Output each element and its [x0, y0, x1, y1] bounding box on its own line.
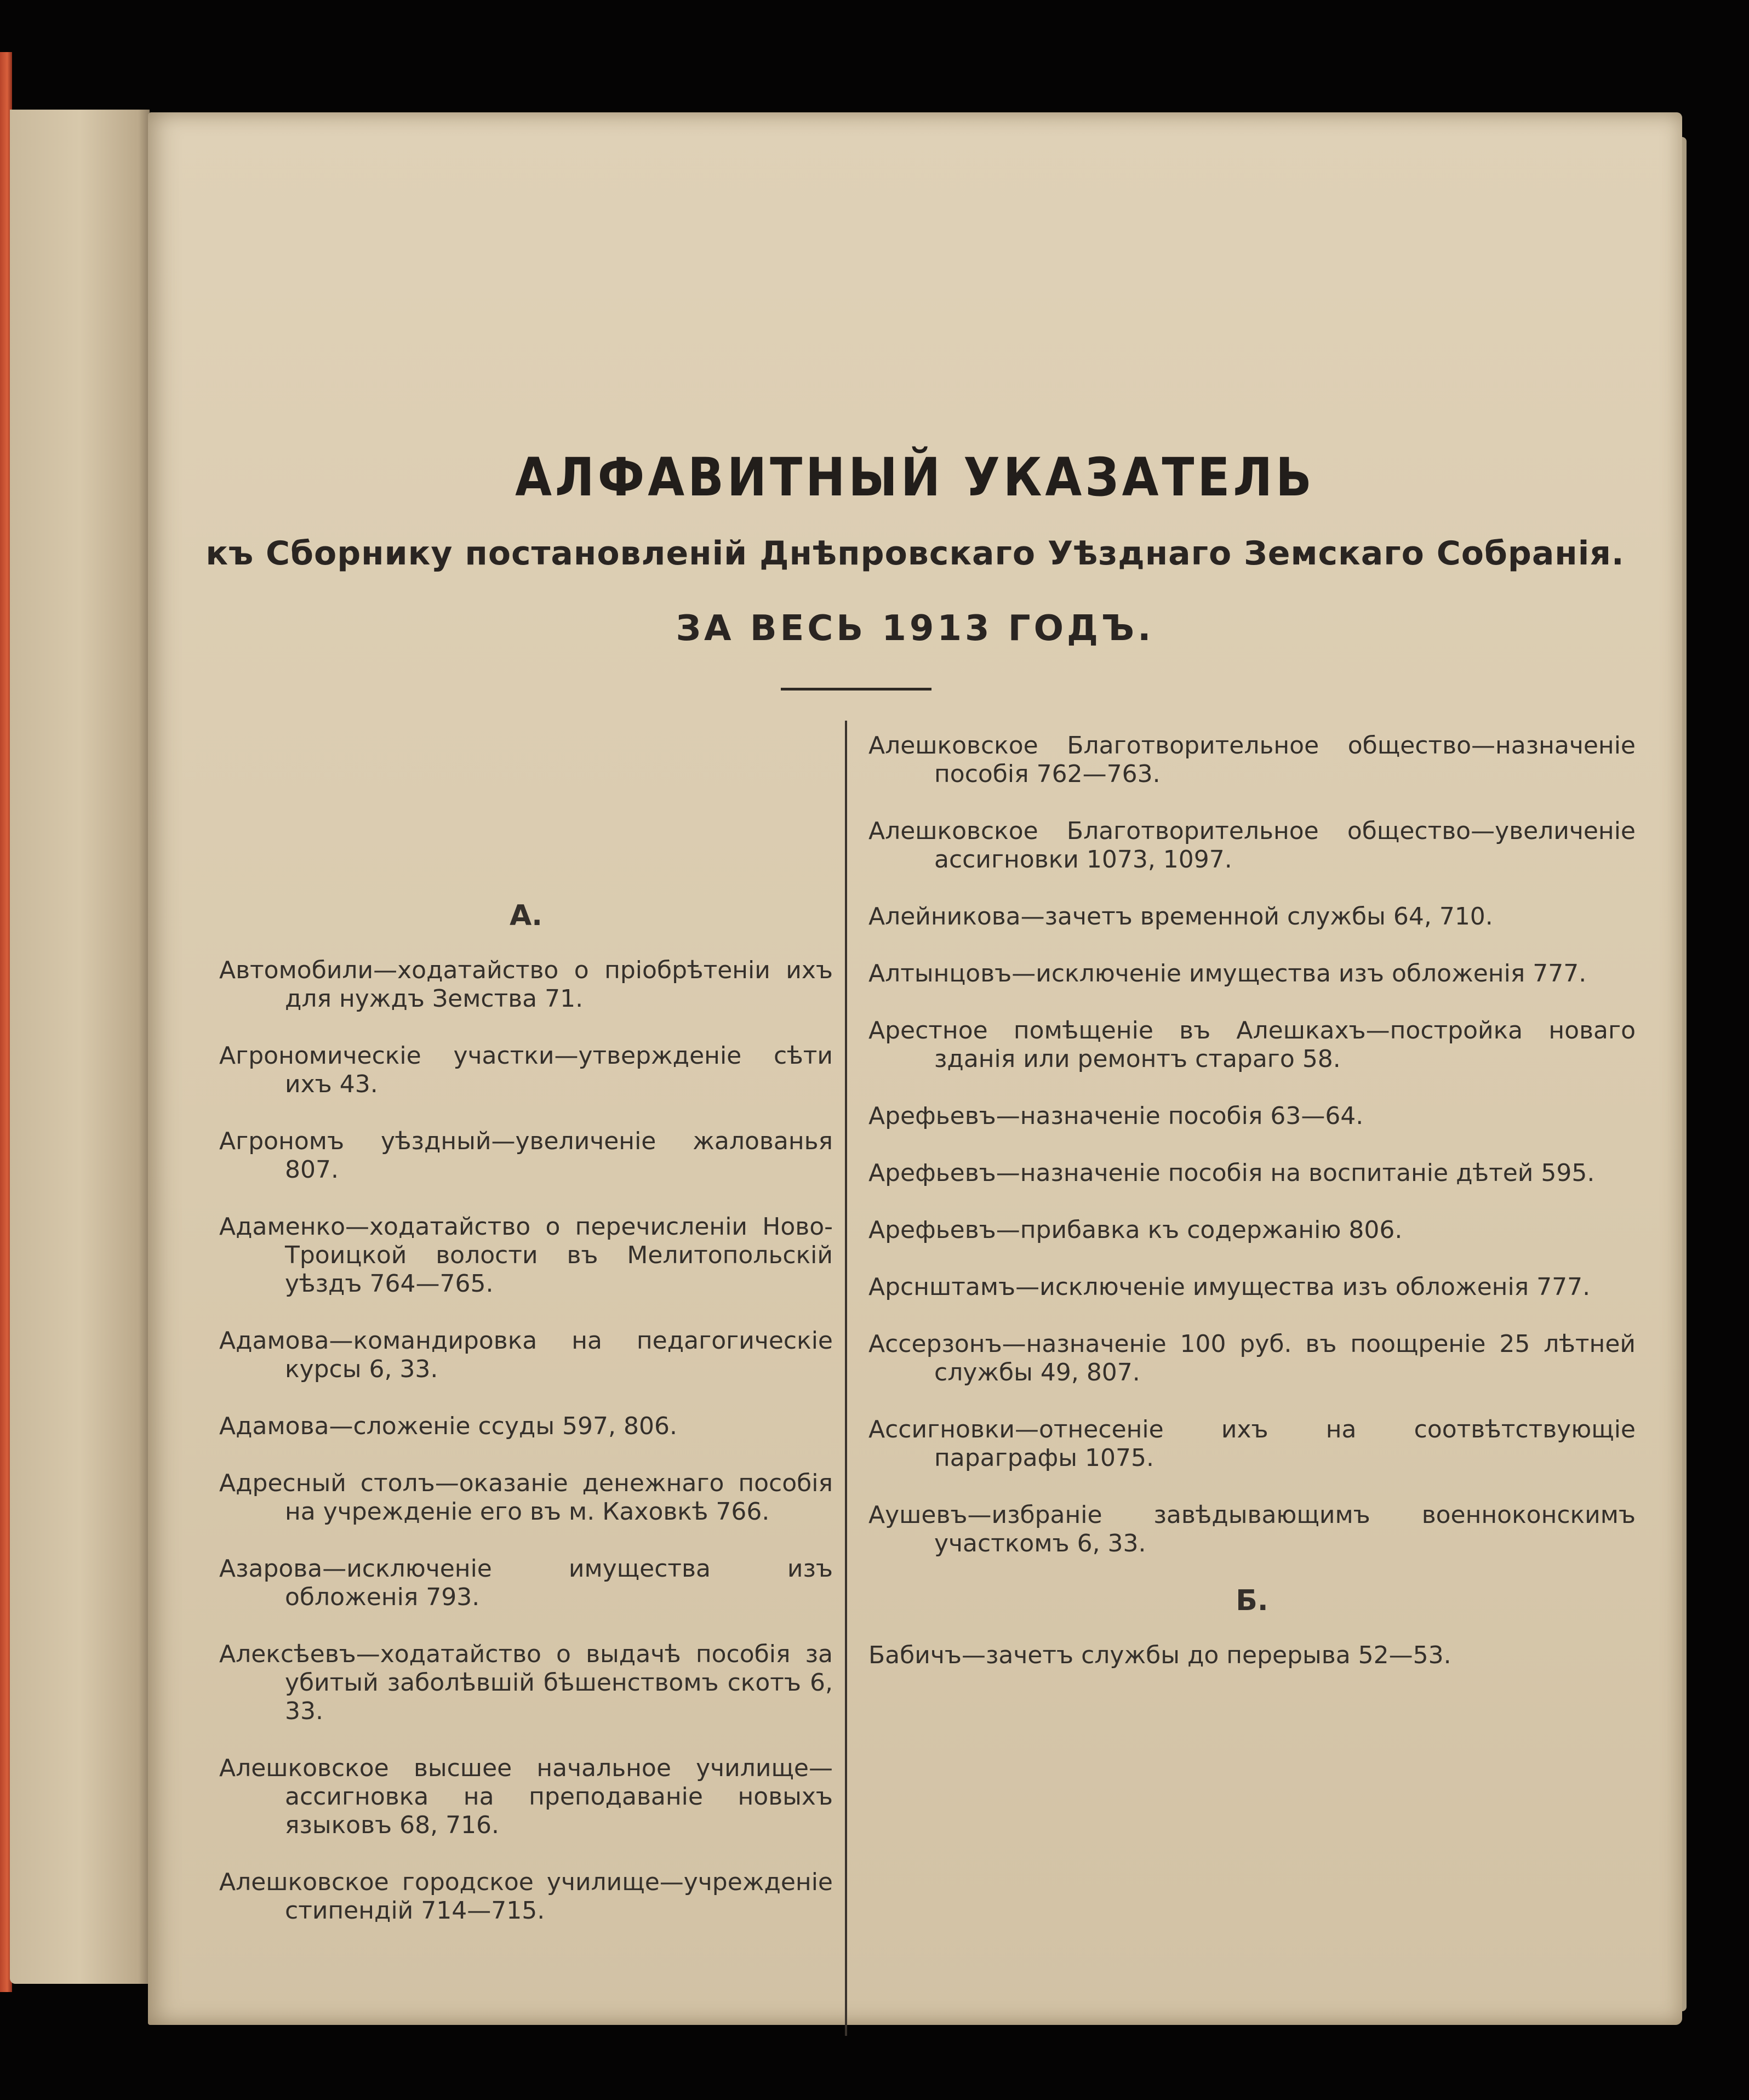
- section-letter-b: Б.: [1236, 1584, 1268, 1617]
- document-title: АЛФАВИТНЫЙ УКАЗАТЕЛЬ: [515, 447, 1315, 508]
- index-entry: Алешковское Благотворительное общество—назначеніе пособія 762—763.: [868, 732, 1636, 788]
- index-entry: Бабичъ—зачетъ службы до перерыва 52—53.: [868, 1641, 1451, 1669]
- index-entry: Арефьевъ—назначеніе пособія на воспитаніе дѣтей 595.: [868, 1159, 1595, 1187]
- document-year: ЗА ВЕСЬ 1913 ГОДЪ.: [676, 608, 1154, 649]
- index-entry: Аушевъ—избраніе завѣдывающимъ военноконскимъ участкомъ 6, 33.: [868, 1501, 1636, 1557]
- index-entry: Арефьевъ—назначеніе пособія 63—64.: [868, 1102, 1364, 1130]
- index-entry: Азарова—исключеніе имущества изъ обложенія 793.: [219, 1555, 833, 1611]
- index-entry: Автомобили—ходатайство о пріобрѣтеніи ихъ для нуждъ Земства 71.: [219, 956, 833, 1013]
- index-entry: Адресный столъ—оказаніе денежнаго пособія на учрежденіе его въ м. Каховкѣ 766.: [219, 1469, 833, 1526]
- index-entry: Алейникова—зачетъ временной службы 64, 710.: [868, 903, 1493, 931]
- left-page-edge: [10, 110, 150, 1984]
- index-entry: Ассигновки—отнесеніе ихъ на соотвѣтствующіе параграфы 1075.: [868, 1416, 1636, 1472]
- section-letter-a: А.: [510, 899, 542, 932]
- left-column: [219, 901, 833, 1954]
- index-entry: Адаменко—ходатайство о перечисленіи Ново-Троицкой волости въ Мелитопольскій уѣздъ 764—765.: [219, 1213, 833, 1298]
- index-entry: Адамова—сложеніе ссуды 597, 806.: [219, 1412, 677, 1440]
- index-entry: Арефьевъ—прибавка къ содержанію 806.: [868, 1216, 1403, 1244]
- index-entry: Алексѣевъ—ходатайство о выдачѣ пособія за убитый заболѣвшій бѣшенствомъ скотъ 6, 33.: [219, 1640, 833, 1725]
- index-entry: Арестное помѣщеніе въ Алешкахъ—постройка новаго зданія или ремонтъ стараго 58.: [868, 1017, 1636, 1073]
- index-entry: Ассерзонъ—назначеніе 100 руб. въ поощреніе 25 лѣтней службы 49, 807.: [868, 1330, 1636, 1386]
- column-divider: [845, 721, 847, 2036]
- index-entry: Алешковское городское училище—учрежденіе стипендій 714—715.: [219, 1868, 833, 1925]
- index-entry: Алтынцовъ—исключеніе имущества изъ обложенія 777.: [868, 960, 1587, 988]
- index-entry: Агрономъ уѣздный—увеличеніе жалованья 807.: [219, 1127, 833, 1184]
- title-divider: [781, 688, 931, 691]
- index-entry: Агрономическіе участки—утвержденіе сѣти ихъ 43.: [219, 1042, 833, 1098]
- index-entry: Арснштамъ—исключеніе имущества изъ обложенія 777.: [868, 1273, 1591, 1301]
- index-entry: Алешковское Благотворительное общество—увеличеніе ассигновки 1073, 1097.: [868, 817, 1636, 874]
- document-subtitle: къ Сборнику постановленій Днѣпровскаго Уѣзднаго Земскаго Собранія.: [205, 534, 1625, 573]
- document-page: [148, 112, 1682, 2025]
- index-entry: Алешковское высшее начальное училище—ассигновка на преподаваніе новыхъ языковъ 68, 716.: [219, 1754, 833, 1839]
- right-column: [868, 732, 1636, 1698]
- index-entry: Адамова—командировка на педагогическіе курсы 6, 33.: [219, 1327, 833, 1383]
